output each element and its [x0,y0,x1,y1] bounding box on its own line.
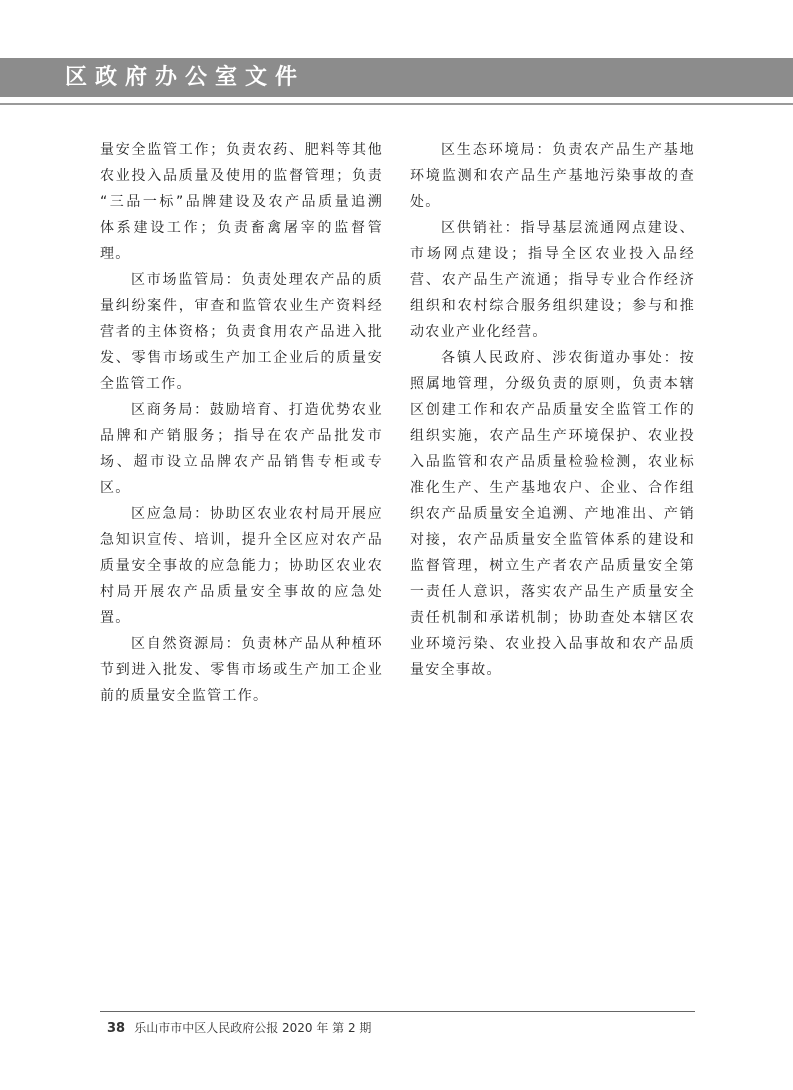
text-line: 前的质量安全监管工作。 [100,688,269,704]
left-column [100,137,383,709]
text-line: 质量安全事故的应急能力；协助区农业农 [100,558,383,574]
text-line: 场、超市设立品牌农产品销售专柜或专 [100,454,383,470]
paragraph-natural-resources [100,631,383,709]
text-line: 处。 [410,194,441,210]
text-line: 营、农产品生产流通；指导专业合作经济 [410,272,695,288]
footer [107,1019,371,1035]
text-line: 理。 [100,246,131,262]
paragraph-commerce [100,397,383,501]
text-line: 区商务局：鼓励培育、打造优势农业 [131,402,383,418]
paragraph-emergency [100,501,383,631]
paragraph-towns-streets [410,345,695,683]
footer-page-number: 38 [107,1021,126,1036]
text-line: 监督管理，树立生产者农产品质量安全第 [410,558,695,574]
text-line: 急知识宣传、培训，提升全区应对农产品 [100,532,383,548]
text-line: 品牌和产销服务；指导在农产品批发市 [100,428,383,444]
text-line: 区生态环境局：负责农产品生产基地 [441,142,695,158]
text-line: 村局开展农产品质量安全事故的应急处 [100,584,383,600]
text-line: 环境监测和农产品生产基地污染事故的查 [410,168,695,184]
text-line: 全监管工作。 [100,376,192,392]
text-line: “三品一标”品牌建设及农产品质量追溯 [100,194,383,210]
paragraph-supply-marketing [410,215,695,345]
text-line: 各镇人民政府、涉农街道办事处：按 [441,350,695,366]
text-line: 责任机制和承诺机制；协助查处本辖区农 [410,610,695,626]
paragraph-continued [100,137,383,267]
text-line: 量纠纷案件，审查和监管农业生产资料经 [100,298,383,314]
text-line: 业环境污染、农业投入品事故和农产品质 [410,636,695,652]
paragraph-market-regulation [100,267,383,397]
text-line: 市场网点建设；指导全区农业投入品经 [410,246,695,262]
right-column [410,137,695,683]
text-line: 准化生产、生产基地农户、企业、合作组 [410,480,695,496]
header-band [0,58,793,97]
text-line: 营者的主体资格；负责食用农产品进入批 [100,324,383,340]
text-line: 动农业产业化经营。 [410,324,548,340]
text-line: 对接，农产品质量安全监管体系的建设和 [410,532,695,548]
text-line: 入品监管和农产品质量检验检测，农业标 [410,454,695,470]
text-line: 一责任人意识，落实农产品生产质量安全 [410,584,695,600]
text-line: 量安全监管工作；负责农药、肥料等其他 [100,142,383,158]
text-line: 置。 [100,610,131,626]
text-line: 区创建工作和农产品质量安全监管工作的 [410,402,695,418]
text-line: 体系建设工作；负责畜禽屠宰的监督管 [100,220,383,236]
text-line: 区应急局：协助区农业农村局开展应 [131,506,383,522]
text-line: 量安全事故。 [410,662,502,678]
text-line: 照属地管理，分级负责的原则，负责本辖 [410,376,695,392]
text-line: 农业投入品质量及使用的监督管理；负责 [100,168,383,184]
header-title: 区政府办公室文件 [65,65,306,90]
footer-publication: 乐山市市中区人民政府公报 2020 年 第 2 期 [134,1021,372,1035]
header-rule [0,103,793,105]
text-line: 发、零售市场或生产加工企业后的质量安 [100,350,383,366]
footer-rule [100,1011,695,1012]
text-line: 组织和农村综合服务组织建设；参与和推 [410,298,695,314]
text-line: 区。 [100,480,131,496]
text-line: 节到进入批发、零售市场或生产加工企业 [100,662,383,678]
text-line: 区自然资源局：负责林产品从种植环 [131,636,383,652]
paragraph-ecology-environment [410,137,695,215]
text-line: 区市场监管局：负责处理农产品的质 [131,272,383,288]
text-line: 区供销社：指导基层流通网点建设、 [441,220,695,236]
text-line: 组织实施，农产品生产环境保护、农业投 [410,428,695,444]
text-line: 织农产品质量安全追溯、产地准出、产销 [410,506,695,522]
